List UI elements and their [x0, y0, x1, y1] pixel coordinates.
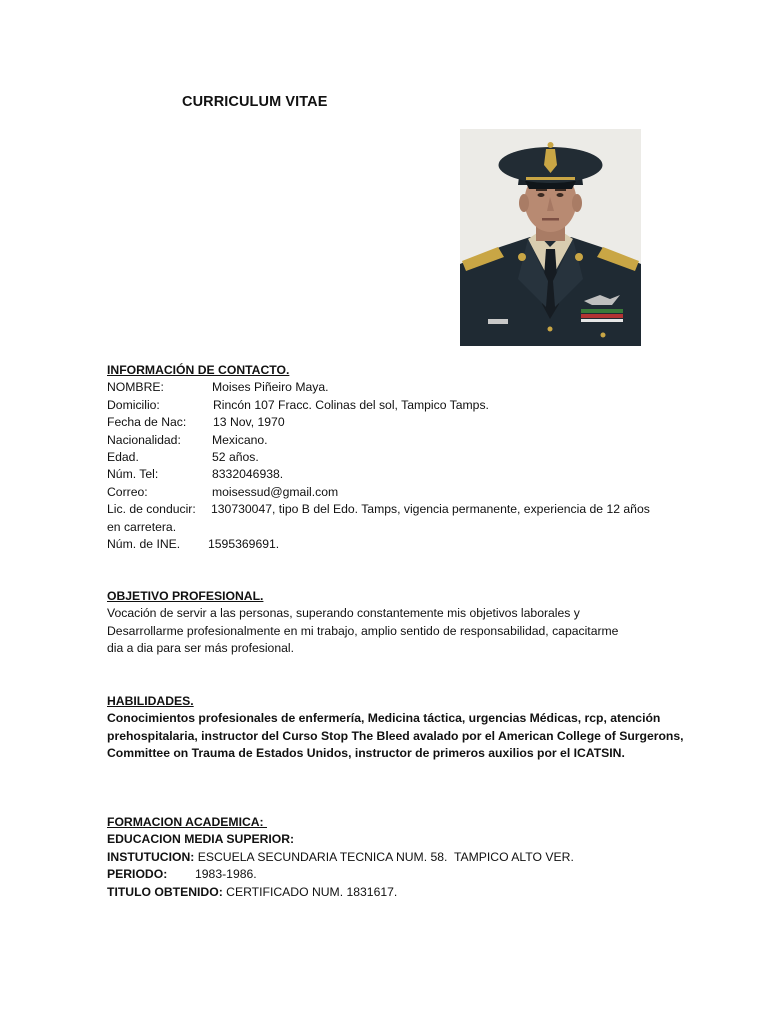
contact-row-name	[107, 379, 329, 396]
document-title: CURRICULUM VITAE	[182, 94, 328, 110]
contact-label: en carretera.	[107, 519, 177, 534]
contact-value: 13 Nov, 1970	[213, 415, 285, 430]
period-label: PERIODO:	[107, 867, 168, 882]
contact-row-birthdate	[107, 414, 289, 431]
contact-row-nationality	[107, 432, 289, 449]
skills-line: Committee on Trauma de Estados Unidos, instructor de primeros auxilios por el ICATSIN.	[107, 746, 625, 761]
contact-value: 8332046938.	[212, 467, 284, 482]
contact-row-license-cont	[107, 519, 289, 536]
education-institution-row	[107, 849, 574, 866]
period-value: 1983-1986.	[195, 867, 257, 882]
contact-value: 1595369691.	[208, 536, 280, 551]
portrait-photo	[460, 129, 641, 346]
skills-line: Conocimientos profesionales de enfermería, Medicina táctica, urgencias Médicas, rcp, atención	[107, 711, 661, 726]
contact-label: Núm. Tel:	[107, 467, 159, 482]
contact-label: Nacionalidad:	[107, 432, 181, 447]
education-heading: FORMACION ACADEMICA:	[107, 815, 268, 829]
skills-heading: HABILIDADES.	[107, 694, 194, 708]
contact-label: Núm. de INE.	[107, 536, 181, 551]
objective-section	[107, 588, 618, 658]
contact-row-license	[107, 501, 650, 518]
skills-section	[107, 693, 684, 763]
contact-value: 130730047, tipo B del Edo. Tamps, vigencia permanente, experiencia de 12 años	[211, 502, 650, 517]
education-subheading: EDUCACION MEDIA SUPERIOR:	[107, 832, 295, 847]
objective-heading: OBJETIVO PROFESIONAL.	[107, 589, 264, 603]
contact-label: Correo:	[107, 484, 148, 499]
contact-label: NOMBRE:	[107, 380, 164, 395]
contact-row-ine	[107, 536, 289, 553]
contact-row-phone	[107, 466, 289, 483]
contact-label: Domicilio:	[107, 397, 160, 412]
education-section	[107, 814, 574, 901]
skills-line: prehospitalaria, instructor del Curso Stop The Bleed avalado por el American College of Surgerons,	[107, 728, 684, 743]
contact-label: Edad.	[107, 449, 139, 464]
contact-row-email	[107, 484, 339, 501]
contact-label: Fecha de Nac:	[107, 415, 187, 430]
contact-section	[107, 362, 650, 553]
email-link[interactable]: moisessud@gmail.com	[212, 484, 339, 499]
contact-value: Moises Piñeiro Maya.	[212, 380, 329, 395]
education-degree-row	[107, 884, 574, 901]
contact-label: Lic. de conducir:	[107, 502, 196, 517]
education-period-row	[107, 866, 574, 883]
objective-line: dia a dia para ser más profesional.	[107, 641, 294, 656]
contact-row-age	[107, 449, 289, 466]
degree-label: TITULO OBTENIDO:	[107, 884, 223, 899]
objective-line: Desarrollarme profesionalmente en mi trabajo, amplio sentido de responsabilidad, capacitarme	[107, 623, 619, 638]
institution-label: INSTUTUCION:	[107, 849, 195, 864]
contact-value: Mexicano.	[212, 432, 268, 447]
contact-value: Rincón 107 Fracc. Colinas del sol, Tampico Tamps.	[213, 397, 489, 412]
degree-value: CERTIFICADO NUM. 1831617.	[222, 884, 398, 899]
institution-value: ESCUELA SECUNDARIA TECNICA NUM. 58. TAMPICO ALTO VER.	[194, 849, 574, 864]
contact-value: 52 años.	[212, 449, 259, 464]
objective-line: Vocación de servir a las personas, superando constantemente mis objetivos laborales y	[107, 606, 580, 621]
contact-heading: INFORMACIÓN DE CONTACTO.	[107, 363, 290, 377]
contact-row-address	[107, 397, 489, 414]
